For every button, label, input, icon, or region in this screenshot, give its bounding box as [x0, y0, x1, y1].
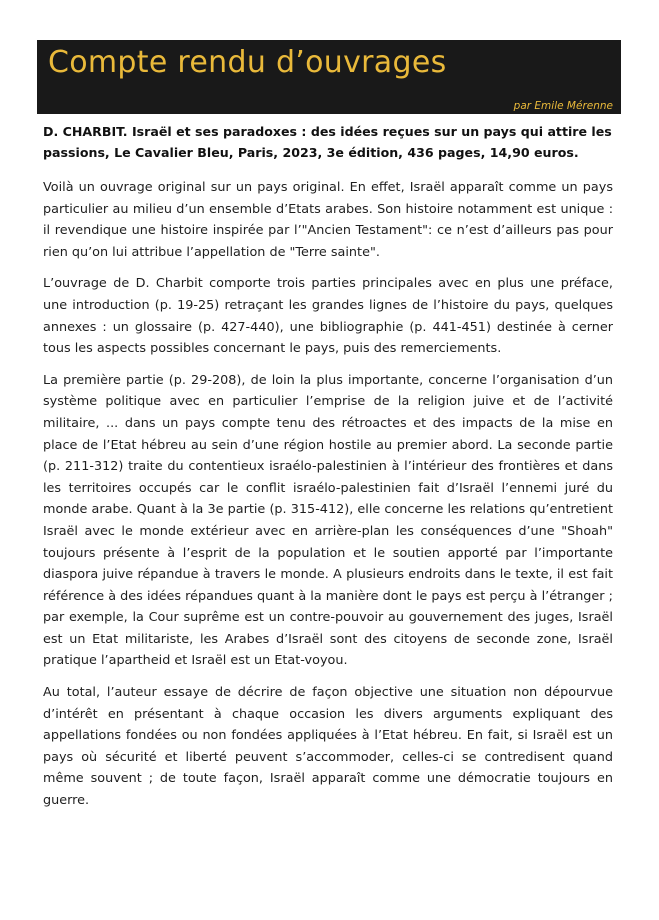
review-paragraph-4: Au total, l’auteur essaye de décrire de façon objective une situation non dépourvue d’intérêt en présentant à chaque occasion les divers arguments expliquant des appellations fondées ou non fondées appliquées à l’Etat hébreu. En fait, si Israël est un pays où sécurité et liberté peuvent s’accommoder, celles-ci se contredisent quand même souvent ; de toute façon, Israël apparaît comme une démocratie toujours en guerre. [43, 685, 613, 809]
section-title: Compte rendu d’ouvrages [48, 45, 447, 80]
book-reference: D. CHARBIT. Israël et ses paradoxes : des idées reçues sur un pays qui attire les passions, Le Cavalier Bleu, Paris, 2023, 3e édition, 436 pages, 14,90 euros. [43, 124, 612, 160]
review-paragraph-3: La première partie (p. 29-208), de loin la plus importante, concerne l’organisation d’un système politique avec en particulier l’emprise de la religion juive et de l’activité militaire, ... dans un pays compte tenu des rétroactes et des impacts de la mise en place de l’Etat hébreu au sein d’une région hostile au premier abord. La seconde partie (p. 211-312) traite du contentieux israélo-palestinien à l’intérieur des frontières et dans les territoires occupés car le conflit israélo-palestinien fait d’Israël l’ennemi juré du monde arabe. Quant à la 3e partie (p. 315-412), elle concerne les relations qu’entretient Israël avec le monde extérieur avec en arrière-plan les conséquences d’une "Shoah" toujours présente à l’esprit de la population et le soutien apporté par l’importante diaspora juive répandue à travers le monde. A plusieurs endroits dans le texte, il est fait référence à des idées répandues quant à la manière dont le pays est perçu à l’étranger ; par exemple, la Cour suprême est un contre-pouvoir au gouvernement des juges, Israël est un Etat militariste, les Arabes d’Israël sont des citoyens de seconde zone, Israël pratique l’apartheid et Israël est un Etat-voyou. [43, 372, 613, 669]
review-paragraph-2: L’ouvrage de D. Charbit comporte trois parties principales avec en plus une préface, une introduction (p. 19-25) retraçant les grandes lignes de l’histoire du pays, quelques annexes : un glossaire (p. 427-440), une bibliographie (p. 441-451) destinée à cerner tous les aspects possibles concernant le pays, puis des remerciements. [43, 276, 613, 357]
review-body [43, 121, 613, 822]
author-byline: par Emile Mérenne [513, 100, 613, 112]
review-paragraph-1: Voilà un ouvrage original sur un pays original. En effet, Israël apparaît comme un pays particulier au milieu d’un ensemble d’Etats arabes. Son histoire notamment est unique : il revendique une histoire inspirée par l’"Ancien Testament": ce n’est d’ailleurs pas pour rien qu’on lui attribue l’appellation de "Terre sainte". [43, 180, 613, 260]
section-header-band [37, 40, 621, 114]
